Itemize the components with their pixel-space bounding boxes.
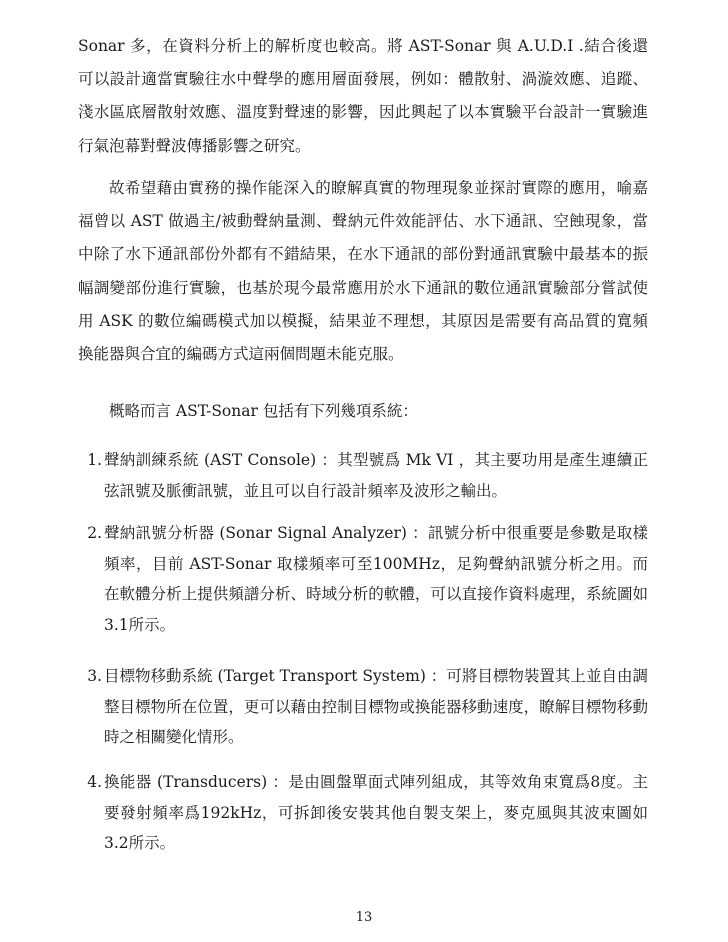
list-item-number: 2. [87, 524, 102, 542]
list-item [78, 445, 648, 506]
paragraph-3: 概略而言 AST-Sonar 包括有下列幾項系統： [109, 402, 418, 420]
system-list-item-2-wrapper [78, 518, 648, 640]
system-list-item-3-wrapper [78, 661, 648, 753]
list-item-text: 聲納訓練系統 (AST Console) ：其型號爲 Mk VI ，其主要功用是產生連續正弦訊號及脈衝訊號，並且可以自行設計頻率及波形之輸出。 [104, 451, 648, 500]
system-list-item-1-wrapper [78, 445, 648, 506]
list-item [78, 767, 648, 859]
list-item-text: 換能器 (Transducers) ：是由圓盤單面式陣列組成，其等效角束寬爲8度。主要發射頻率爲192kHz，可拆卸後安裝其他自製支架上，麥克風與其波束圖如 3.2所示。 [104, 773, 648, 852]
paragraph-2: 故希望藉由實務的操作能深入的瞭解真實的物理現象並探討實際的應用，喻嘉福曾以 AST 做過主/被動聲納量測、聲納元件效能評估、水下通訊、空蝕現象，當中除了水下通訊部份外都有不錯結果，在水下通訊的部份對通訊實驗中最基本的振幅調變部份進行實驗，也基於現今最常應用於水下通訊的數位通訊實驗部分嘗試使用 ASK 的數位編碼模式加以模擬，結果並不理想，其原因是需要有高品質的寬頻換能器與合宜的編碼方式這兩個問題未能克服。 [78, 179, 648, 364]
paragraph-1: Sonar 多，在資料分析上的解析度也較高。將 AST-Sonar 與 A.U.D.I .結合後還可以設計適當實驗往水中聲學的應用層面發展，例如：體散射、渦漩效應、追蹤、淺水區底層散射效應、溫度對聲速的影響，因此興起了以本實驗平台設計一實驗進行氣泡幕對聲波傳播影響之研究。 [78, 37, 648, 155]
page-number: 13 [355, 910, 373, 925]
list-item-text: 聲納訊號分析器 (Sonar Signal Analyzer) ：訊號分析中很重要是參數是取樣頻率，目前 AST-Sonar 取樣頻率可至100MHz，足夠聲納訊號分析之用。而在軟體分析上提供頻譜分析、時域分析的軟體，可以直接作資料處理，系統圖如 3.1所示。 [104, 524, 648, 634]
list-item-number: 4. [87, 773, 102, 791]
list-item-text: 目標物移動系統 (Target Transport System) ：可將目標物裝置其上並自由調整目標物所在位置，更可以藉由控制目標物或換能器移動速度，瞭解目標物移動時之相關變化情形。 [104, 667, 648, 746]
list-item-number: 1. [87, 451, 102, 469]
list-item [78, 518, 648, 640]
list-item [78, 661, 648, 753]
system-list-item-4-wrapper [78, 767, 648, 859]
list-item-number: 3. [87, 667, 102, 685]
